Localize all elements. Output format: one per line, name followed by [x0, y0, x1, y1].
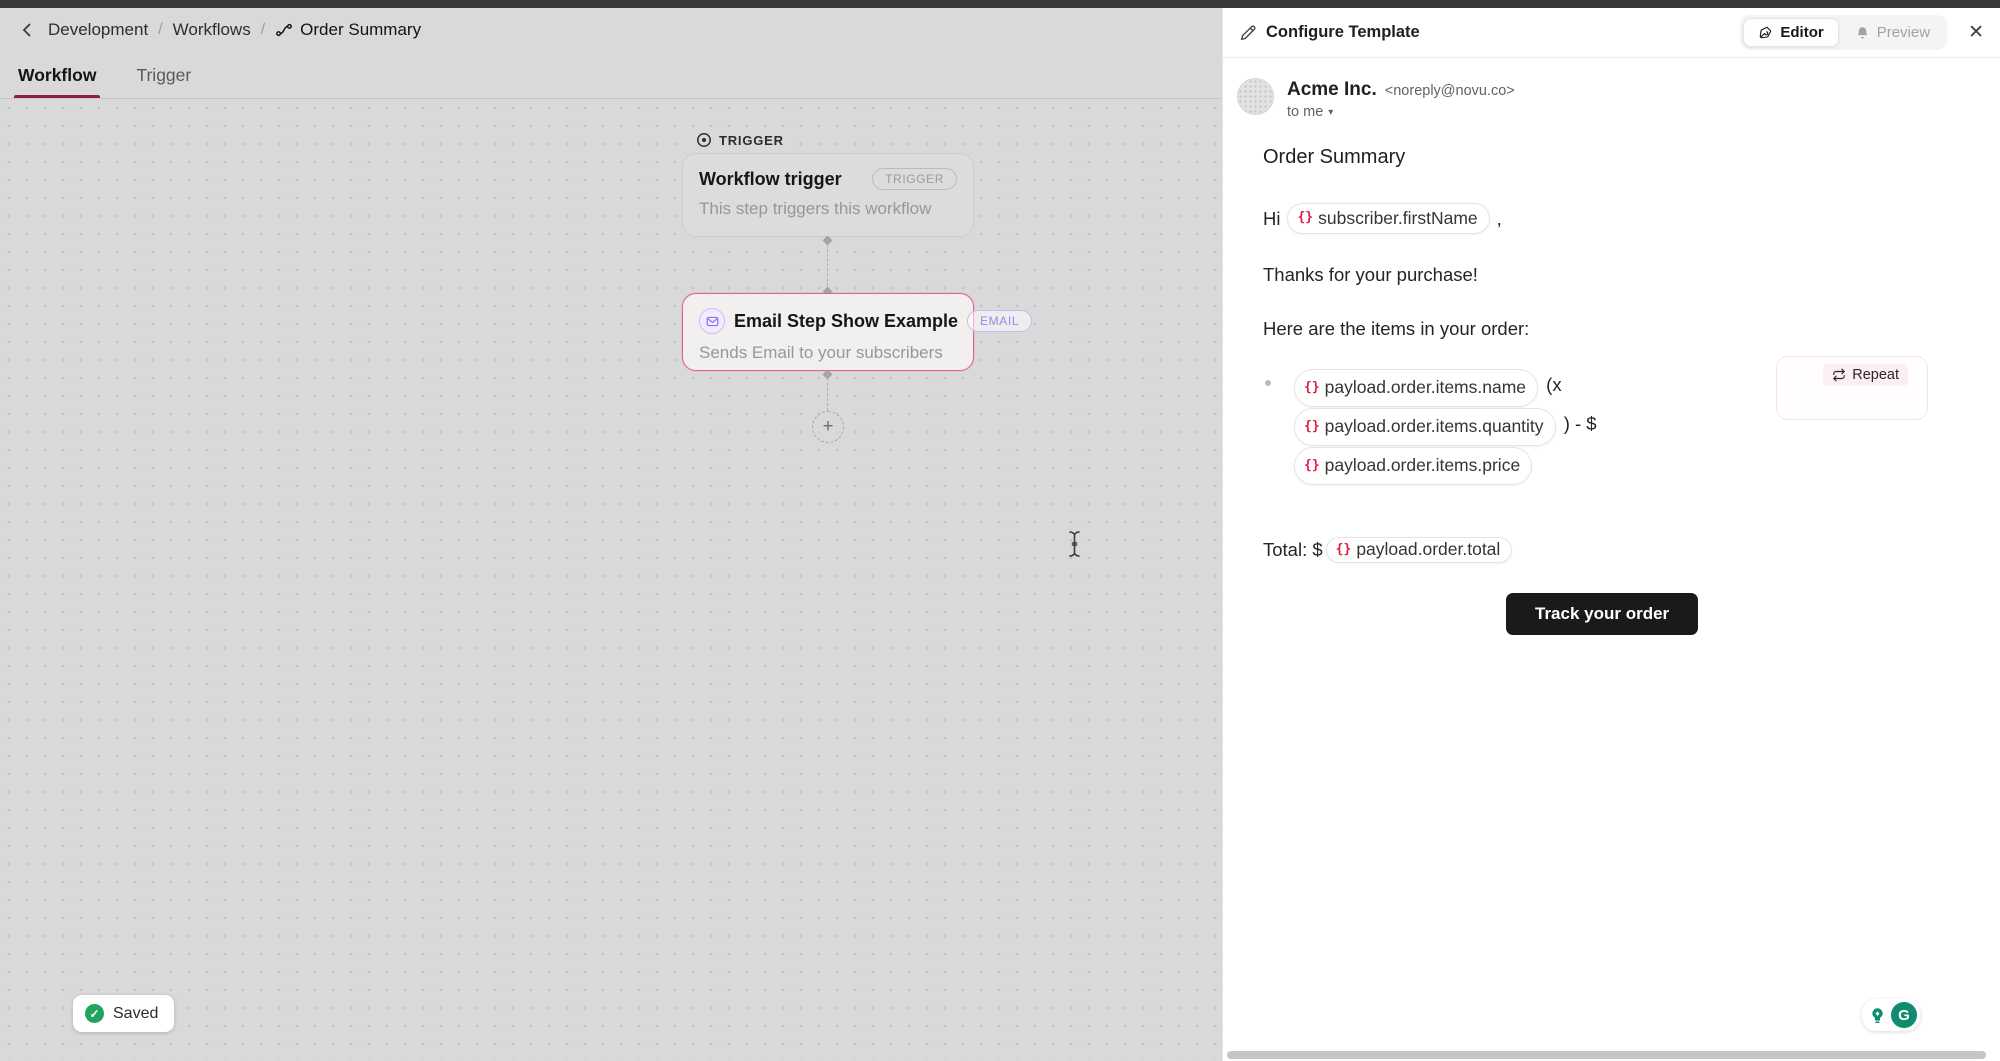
- edge-trigger-to-email: [827, 239, 828, 291]
- workflow-trigger-node[interactable]: [682, 153, 974, 237]
- greeting-suffix: ,: [1496, 207, 1502, 229]
- item-close-text: ) - $: [1563, 413, 1597, 434]
- variable-pill-item-name[interactable]: [1294, 369, 1538, 407]
- repeat-label: Repeat: [1852, 367, 1899, 383]
- variable-name: payload.order.items.quantity: [1324, 416, 1544, 436]
- email-step-node[interactable]: [682, 293, 1020, 371]
- total-line: [1263, 537, 1970, 563]
- variable-icon: {}: [1297, 210, 1314, 225]
- variable-icon: {}: [1304, 419, 1320, 434]
- repeat-block[interactable]: [1263, 368, 1970, 485]
- add-step-button[interactable]: +: [812, 411, 844, 443]
- breadcrumb-current: [275, 20, 421, 40]
- variable-name: payload.order.total: [1356, 539, 1501, 559]
- app-root: [0, 8, 2000, 1061]
- recipient-dropdown[interactable]: [1287, 104, 1515, 120]
- trigger-node-badge: TRIGGER: [872, 168, 957, 190]
- greeting-prefix: Hi: [1263, 207, 1281, 229]
- panel-title: Configure Template: [1266, 23, 1420, 41]
- horizontal-scrollbar-thumb[interactable]: [1227, 1051, 1986, 1059]
- edge-email-to-add: [827, 373, 828, 411]
- item-open-text: (x: [1546, 374, 1562, 395]
- variable-icon: {}: [1304, 380, 1320, 395]
- recipient-label: to me: [1287, 104, 1324, 120]
- window-top-bar: [0, 0, 2000, 8]
- email-node-badge: EMAIL: [967, 310, 1032, 332]
- email-sender-row: [1237, 78, 1970, 120]
- lightbulb-icon[interactable]: [1865, 1003, 1889, 1027]
- trigger-group-text: TRIGGER: [719, 132, 784, 148]
- caret-down-icon: ▾: [1328, 106, 1334, 118]
- pen-nib-icon: [1758, 25, 1773, 40]
- trigger-group-label: [690, 132, 790, 148]
- workflow-route-icon: [275, 21, 293, 39]
- repeat-badge[interactable]: [1823, 364, 1908, 386]
- circle-dot-icon: [696, 132, 712, 148]
- email-node-title: Email Step Show Example: [734, 310, 959, 331]
- total-prefix: Total: $: [1263, 539, 1323, 560]
- grammarly-widget: [1862, 999, 1920, 1031]
- envelope-icon: [706, 315, 719, 328]
- breadcrumb-current-label: Order Summary: [300, 20, 422, 39]
- greeting-line: [1263, 203, 1970, 234]
- workflow-editor-pane: [0, 8, 1222, 1061]
- save-status-badge: [73, 995, 174, 1032]
- bell-icon: [1855, 25, 1870, 40]
- breadcrumb: [0, 8, 1222, 52]
- sender-name: Acme Inc.: [1287, 79, 1377, 100]
- variable-pill-item-quantity[interactable]: [1294, 408, 1556, 446]
- variable-pill-subscriber-firstname[interactable]: [1287, 203, 1489, 234]
- close-panel-button[interactable]: ✕: [1968, 22, 1984, 43]
- tab-workflow[interactable]: Workflow: [18, 52, 96, 98]
- variable-name: payload.order.items.name: [1324, 377, 1527, 397]
- list-bullet: [1265, 380, 1271, 386]
- variable-pill-item-price[interactable]: [1294, 447, 1532, 485]
- save-status-text: Saved: [113, 1004, 159, 1022]
- pencil-icon: [1239, 24, 1257, 42]
- breadcrumb-item-development[interactable]: Development: [48, 20, 149, 39]
- breadcrumb-separator: /: [260, 21, 266, 38]
- breadcrumb-item-workflows[interactable]: Workflows: [172, 20, 251, 39]
- chevron-left-icon: [18, 21, 36, 39]
- workflow-canvas[interactable]: [0, 99, 1222, 1061]
- panel-header: [1223, 8, 2000, 58]
- toggle-editor-label: Editor: [1780, 24, 1824, 41]
- trigger-node-description: This step triggers this workflow: [699, 199, 932, 218]
- email-subject: Order Summary: [1263, 146, 1406, 168]
- variable-name: payload.order.items.price: [1324, 455, 1521, 475]
- repeat-arrows-icon: [1832, 368, 1846, 382]
- check-icon: ✓: [85, 1004, 104, 1023]
- editor-preview-toggle: [1740, 15, 1947, 50]
- back-button[interactable]: [18, 21, 36, 39]
- email-node-description: Sends Email to your subscribers: [699, 343, 943, 362]
- items-intro-line: Here are the items in your order:: [1263, 318, 1530, 339]
- order-item-template: [1291, 368, 1811, 485]
- email-preview: [1223, 58, 2000, 635]
- sender-email: <noreply@novu.co>: [1384, 83, 1515, 99]
- toggle-preview-label: Preview: [1876, 24, 1931, 41]
- toggle-editor[interactable]: [1743, 18, 1838, 47]
- grammarly-g-icon[interactable]: G: [1891, 1002, 1917, 1028]
- variable-pill-order-total[interactable]: [1326, 537, 1513, 563]
- track-order-button[interactable]: Track your order: [1506, 593, 1698, 635]
- breadcrumb-separator: /: [158, 21, 163, 38]
- editor-tabs: [0, 52, 1222, 99]
- variable-icon: {}: [1335, 542, 1352, 557]
- trigger-node-title: Workflow trigger: [699, 168, 842, 189]
- email-step-icon-wrap: [699, 308, 725, 334]
- tab-trigger[interactable]: Trigger: [136, 64, 192, 85]
- email-body[interactable]: [1263, 203, 1970, 635]
- text-ibeam-cursor: [1066, 529, 1083, 559]
- thanks-line: Thanks for your purchase!: [1263, 264, 1478, 285]
- sender-avatar: [1237, 78, 1274, 115]
- configure-template-panel: [1222, 8, 2000, 1061]
- toggle-preview[interactable]: [1841, 18, 1944, 47]
- variable-name: subscriber.firstName: [1318, 208, 1478, 228]
- variable-icon: {}: [1304, 458, 1320, 473]
